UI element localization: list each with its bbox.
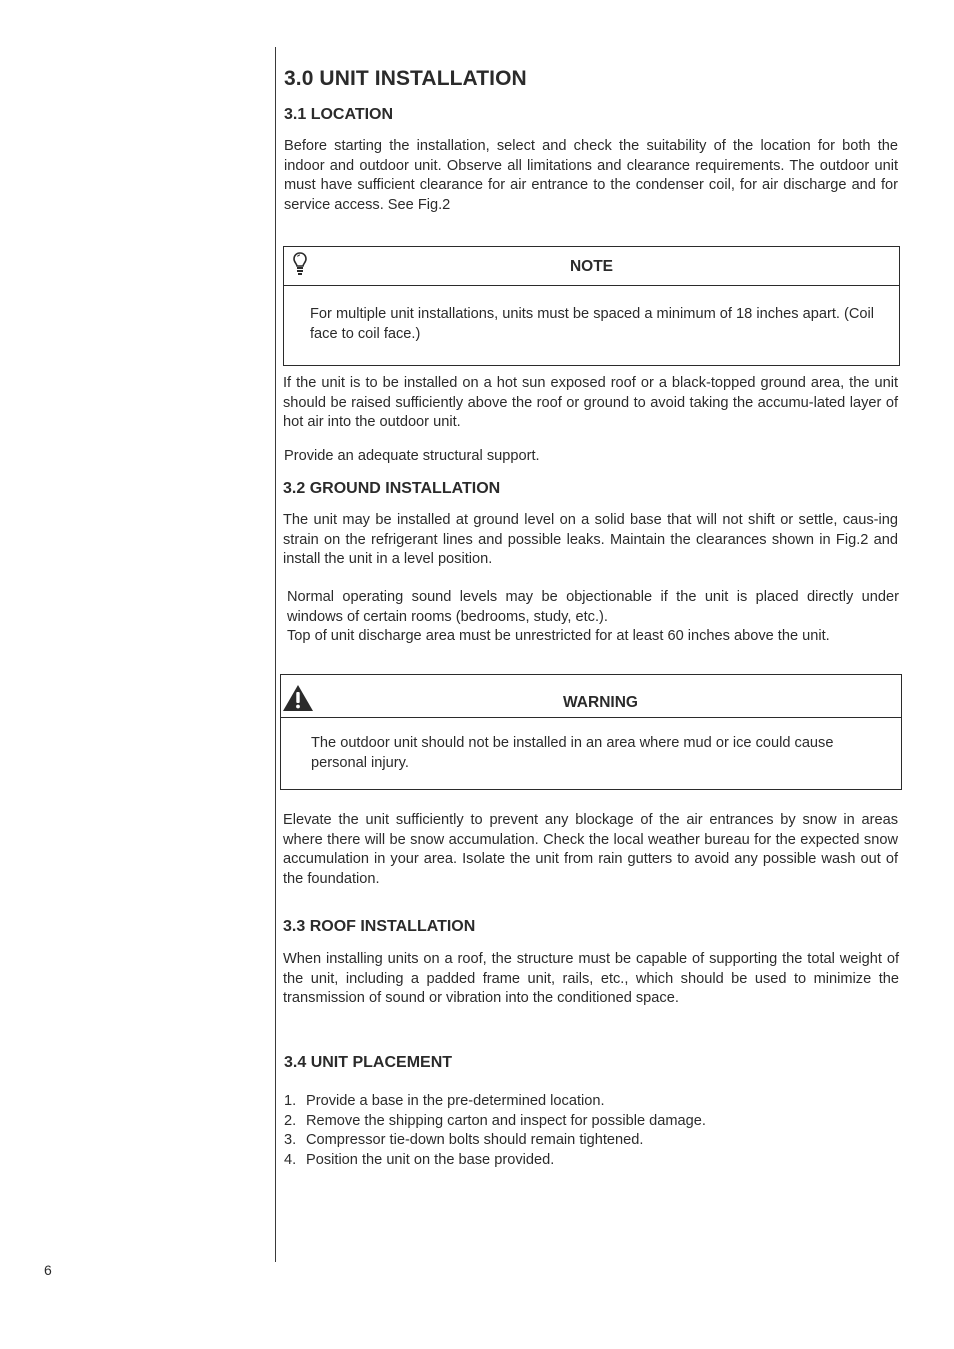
page-number: 6 — [44, 1262, 52, 1278]
ground-paragraph: The unit may be installed at ground level on a solid base that will not shift or settle, caus-ing strain on the refrigerant lines and possible leaks. Maintain the clearances shown in Fig.2 and install the unit in a level position. — [283, 512, 898, 567]
list-item: 2. Remove the shipping carton and inspect for possible damage. — [284, 1112, 706, 1129]
warning-text: The outdoor unit should not be installed in an area where mud or ice could cause personal injury. — [311, 735, 834, 771]
location-paragraph: Before starting the installation, select and check the suitability of the location for both the indoor and outdoor unit. Observe all limitations and clearance requirements. The outdoor unit must have sufficient clearance for air entrance to the condenser coil, for air discharge and for service access. See Fig.2 — [284, 138, 898, 213]
note-text: For multiple unit installations, units must be spaced a minimum of 18 inches apart. (Coil face to coil face.) — [310, 306, 874, 342]
placement-heading: 3.4 UNIT PLACEMENT — [284, 1054, 453, 1071]
margin-rule — [275, 47, 276, 1262]
hot-roof-paragraph: If the unit is to be installed on a hot sun exposed roof or a black-topped ground area, the unit should be raised sufficiently above the roof or ground to avoid taking the accumu-lated layer of hot air into the outdoor unit. — [283, 375, 898, 430]
note-title: NOTE — [569, 258, 614, 275]
warning-box — [280, 674, 902, 790]
snow-paragraph: Elevate the unit sufficiently to prevent any blockage of the air entrances by snow in areas where there will be snow accumulation. Check the local weather bureau for the expected snow accumulation in your area. Isolate the unit from rain gutters to avoid any possible wash out of the foundation. — [283, 812, 898, 887]
section-title: 3.0 UNIT INSTALLATION — [284, 67, 527, 90]
discharge-paragraph: Top of unit discharge area must be unrestricted for at least 60 inches above the unit. — [287, 628, 830, 644]
warning-header — [281, 675, 901, 718]
warning-title: WARNING — [563, 694, 638, 711]
list-item: 4. Position the unit on the base provided. — [284, 1151, 555, 1168]
roof-heading: 3.3 ROOF INSTALLATION — [283, 918, 476, 935]
roof-paragraph: When installing units on a roof, the structure must be capable of supporting the total weight of the unit, including a padded frame unit, rails, etc., which should be used to minimize the transmission of sound or vibration into the conditioned space. — [283, 951, 899, 1006]
list-item: 3. Compressor tie-down bolts should remain tightened. — [284, 1132, 644, 1148]
placement-steps — [284, 1092, 706, 1170]
note-header — [284, 247, 899, 286]
list-item: 1. Provide a base in the pre-determined location. — [284, 1093, 605, 1109]
ground-heading: 3.2 GROUND INSTALLATION — [283, 480, 501, 497]
sound-paragraph: Normal operating sound levels may be objectionable if the unit is placed directly under windows of certain rooms (bedrooms, study, etc.). — [287, 589, 899, 625]
support-paragraph: Provide an adequate structural support. — [284, 448, 540, 464]
note-box — [283, 246, 900, 366]
location-heading: 3.1 LOCATION — [284, 106, 394, 123]
